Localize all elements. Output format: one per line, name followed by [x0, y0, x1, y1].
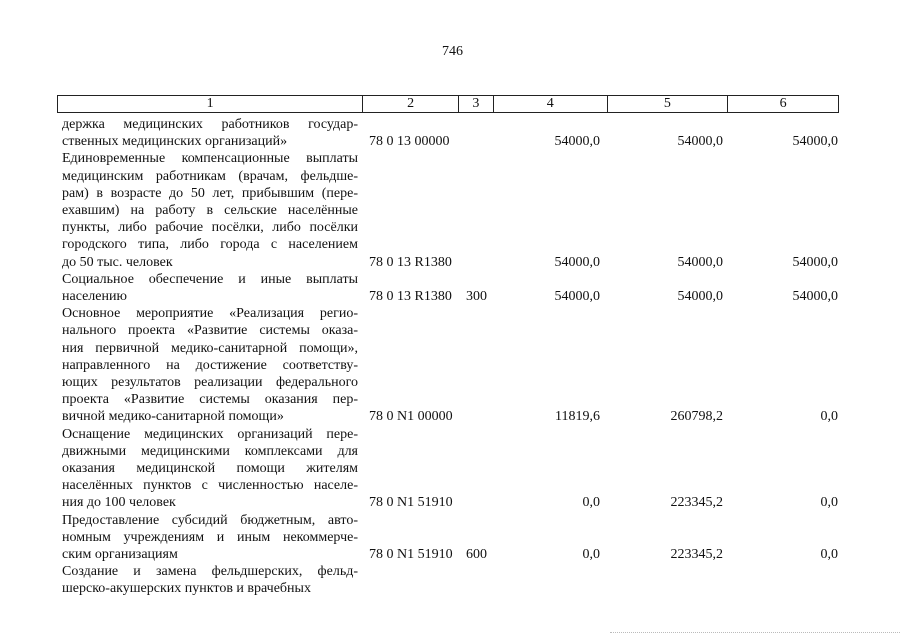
- description-line: населённых пунктов с численностью населе-: [62, 478, 358, 494]
- amount-col-4: 0,0: [582, 547, 600, 563]
- amount-col-6: 54000,0: [792, 134, 838, 150]
- description-line: Оснащение медицинских организаций пере-: [62, 426, 358, 442]
- budget-code: 78 0 13 R1380: [369, 254, 452, 270]
- description-line: населению: [62, 289, 127, 305]
- row-values: [0, 133, 905, 150]
- expense-type: 300: [466, 289, 487, 305]
- expense-type: 600: [466, 547, 487, 563]
- amount-col-5: 54000,0: [677, 289, 723, 305]
- row-values: [0, 408, 905, 425]
- amount-col-4: 11819,6: [555, 409, 600, 425]
- row-values: [0, 288, 905, 305]
- description-line: Социальное обеспечение и иные выплаты: [62, 271, 358, 287]
- description-line: Единовременные компенсационные выплаты: [62, 151, 358, 167]
- description-line: городского типа, либо города с населением: [62, 237, 358, 253]
- description-line: движными медицинскими комплексами для: [62, 443, 358, 459]
- amount-col-6: 54000,0: [792, 289, 838, 305]
- row-values: [0, 546, 905, 563]
- amount-col-6: 0,0: [820, 409, 838, 425]
- description-line: ственных медицинских организаций»: [62, 134, 288, 150]
- description-line: ским организациям: [62, 547, 178, 563]
- description-line: вичной медико-санитарной помощи»: [62, 409, 284, 425]
- amount-col-4: 0,0: [582, 495, 600, 511]
- budget-code: 78 0 13 00000: [369, 134, 450, 150]
- budget-code: 78 0 N1 51910: [369, 495, 453, 511]
- header-col-5: 5: [608, 96, 729, 112]
- amount-col-4: 54000,0: [554, 289, 600, 305]
- header-col-1: 1: [58, 96, 363, 112]
- description-line: номным учреждениям и иным некоммерче-: [62, 529, 358, 545]
- table-row: [0, 426, 905, 512]
- description-line: Создание и замена фельдшерских, фельд-: [62, 564, 358, 580]
- amount-col-5: 223345,2: [670, 495, 723, 511]
- description-line: направленного на достижение соответству-: [62, 357, 358, 373]
- description-line: ния до 100 человек: [62, 495, 176, 511]
- header-col-4: 4: [494, 96, 608, 112]
- amount-col-6: 54000,0: [792, 254, 838, 270]
- table-row: [0, 563, 905, 597]
- row-values: [0, 254, 905, 271]
- table-row: [0, 512, 905, 564]
- budget-code: 78 0 N1 51910: [369, 547, 453, 563]
- table-row: [0, 116, 905, 150]
- amount-col-5: 260798,2: [670, 409, 723, 425]
- amount-col-6: 0,0: [820, 547, 838, 563]
- description-line: Основное мероприятие «Реализация регио-: [62, 306, 358, 322]
- table-row: [0, 305, 905, 425]
- amount-col-4: 54000,0: [554, 134, 600, 150]
- amount-col-5: 223345,2: [670, 547, 723, 563]
- amount-col-5: 54000,0: [677, 134, 723, 150]
- header-col-3: 3: [459, 96, 494, 112]
- description-line: держка медицинских работников государ-: [62, 117, 358, 132]
- table-body: [0, 116, 905, 598]
- amount-col-4: 54000,0: [554, 254, 600, 270]
- table-row: [0, 150, 905, 270]
- description-line: до 50 тыс. человек: [62, 254, 173, 270]
- description-line: нального проекта «Развитие системы оказа-: [62, 323, 358, 339]
- row-values: [0, 494, 905, 511]
- description-line: медицинским работникам (врачам, фельдше-: [62, 168, 358, 184]
- description-line: ния первичной медико-санитарной помощи»,: [62, 340, 358, 356]
- description-line: рам) в возрасте до 50 лет, прибывшим (пере-: [62, 185, 358, 201]
- header-col-6: 6: [779, 96, 787, 111]
- amount-col-6: 0,0: [820, 495, 838, 511]
- table-row: [0, 271, 905, 305]
- description-line: шерско-акушерских пунктов и врачебных: [62, 581, 311, 597]
- description-line: пункты, либо рабочие посёлки, либо посёлки: [62, 220, 358, 236]
- budget-code: 78 0 13 R1380: [369, 289, 452, 305]
- description-line: оказания медицинской помощи жителям: [62, 461, 358, 477]
- footer-divider: [610, 632, 900, 636]
- budget-code: 78 0 N1 00000: [369, 409, 453, 425]
- page-number: 746: [442, 44, 463, 59]
- description-line: проекта «Развитие системы оказания пер-: [62, 392, 358, 408]
- table-header: [57, 95, 839, 113]
- row-values: [0, 581, 905, 598]
- description-line: ехавшим) на работу в сельские населённые: [62, 203, 358, 219]
- amount-col-5: 54000,0: [677, 254, 723, 270]
- description-line: Предоставление субсидий бюджетным, авто-: [62, 512, 358, 528]
- header-col-2: 2: [363, 96, 459, 112]
- description-line: ющих результатов реализации федерального: [62, 375, 358, 391]
